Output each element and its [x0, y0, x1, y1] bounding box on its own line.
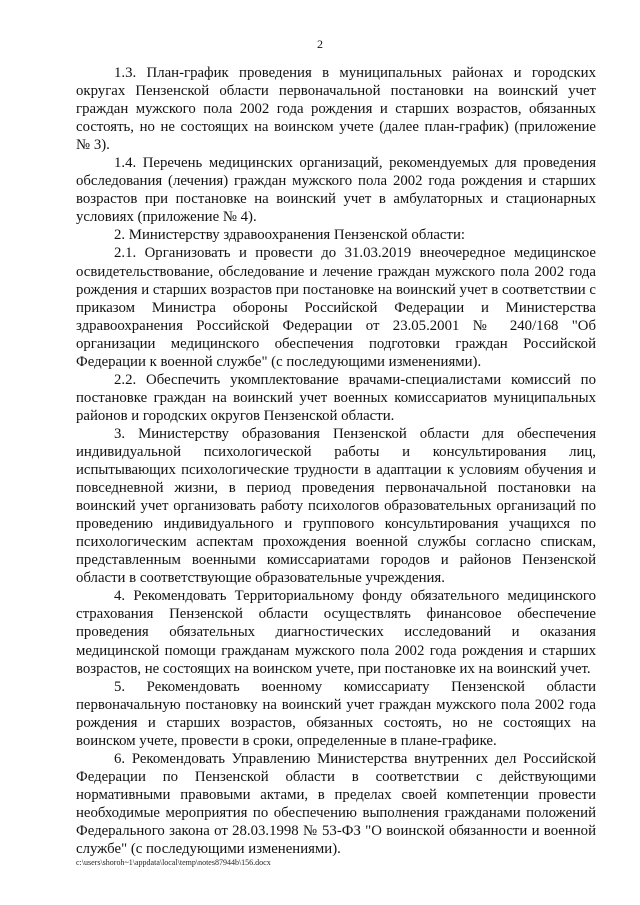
paragraph-4: 4. Рекомендовать Территориальному фонду обязательного медицинского страхования Пензенской области осуществлять финансовое обеспечение проведения обязательных диагностических исследований и оказания медицинской помощи гражданам мужского пола 2002 года рождения и старших возрастов, не состоящих на воинском учете, при постановке их на воинский учет. — [76, 588, 596, 677]
paragraph-2-2: 2.2. Обеспечить укомплектование врачами-специалистами комиссий по постановке граждан на воинский учет военных комиссариатов муниципальных районов и городских округов Пензенской области. — [76, 371, 596, 424]
paragraph-2-1: 2.1. Организовать и провести до 31.03.2019 внеочередное медицинское освидетельствование, обследование и лечение граждан мужского пола 2002 года рождения и старших возрастов при постановке на воинский учет в соответствии с приказом Министра обороны Российской Федерации и Министерства здравоохранения Российской Федерации от 23.05.2001 № 240/168 "Об организации медицинского обеспечения подготовки граждан Российской Федерации к военной службе" (с последующими изменениями). — [76, 245, 596, 370]
file-path-footer: c:\users\shoroh~1\appdata\local\temp\notes87944b\156.docx — [76, 858, 271, 867]
paragraph-6: 6. Рекомендовать Управлению Министерства внутренних дел Российской Федерации по Пензенской области в соответствии с действующими нормативными правовыми актами, в пределах своей компетенции провести необходимые мероприятия по обеспечению выполнения гражданами положений Федерального закона от 28.03.1998 № 53-ФЗ "О воинской обязанности и военной службе" (с последующими изменениями). — [76, 750, 596, 858]
paragraph-5: 5. Рекомендовать военному комиссариату Пензенской области первоначальную постановку на воинский учет граждан мужского пола 2002 года рождения и старших возрастов, обязанных состоять, но не состоящих на воинском учете, провести в сроки, определенные в плане-графике. — [76, 678, 596, 749]
page-number: 2 — [317, 37, 323, 51]
paragraph-2: 2. Министерству здравоохранения Пензенской области: — [114, 227, 465, 244]
paragraph-1-4: 1.4. Перечень медицинских организаций, рекомендуемых для проведения обследования (лечения) граждан мужского пола 2002 года рождения и старших возрастов при постановке на воинский учет в амбулаторных и стационарных условиях (приложение № 4). — [76, 155, 596, 226]
paragraph-1-3: 1.3. План-график проведения в муниципальных районах и городских округах Пензенской области первоначальной постановки на воинский учет граждан мужского пола 2002 года рождения и старших возрастов, обязанных состоять, но не состоящих на воинском учете (далее план-график) (приложение № 3). — [76, 65, 596, 154]
document-body — [76, 64, 596, 858]
paragraph-3: 3. Министерству образования Пензенской области для обеспечения индивидуальной психологической работы и консультирования лиц, испытывающих психологические трудности в адаптации к условиям обучения и повседневной жизни, в период проведения первоначальной постановки на воинский учет организовать работу психологов образовательных организаций по проведению индивидуального и группового консультирования учащихся по психологическим аспектам прохождения военной службы согласно спискам, представленным военными комиссариатами городов и районов Пензенской области в соответствующие образовательные учреждения. — [76, 425, 596, 587]
